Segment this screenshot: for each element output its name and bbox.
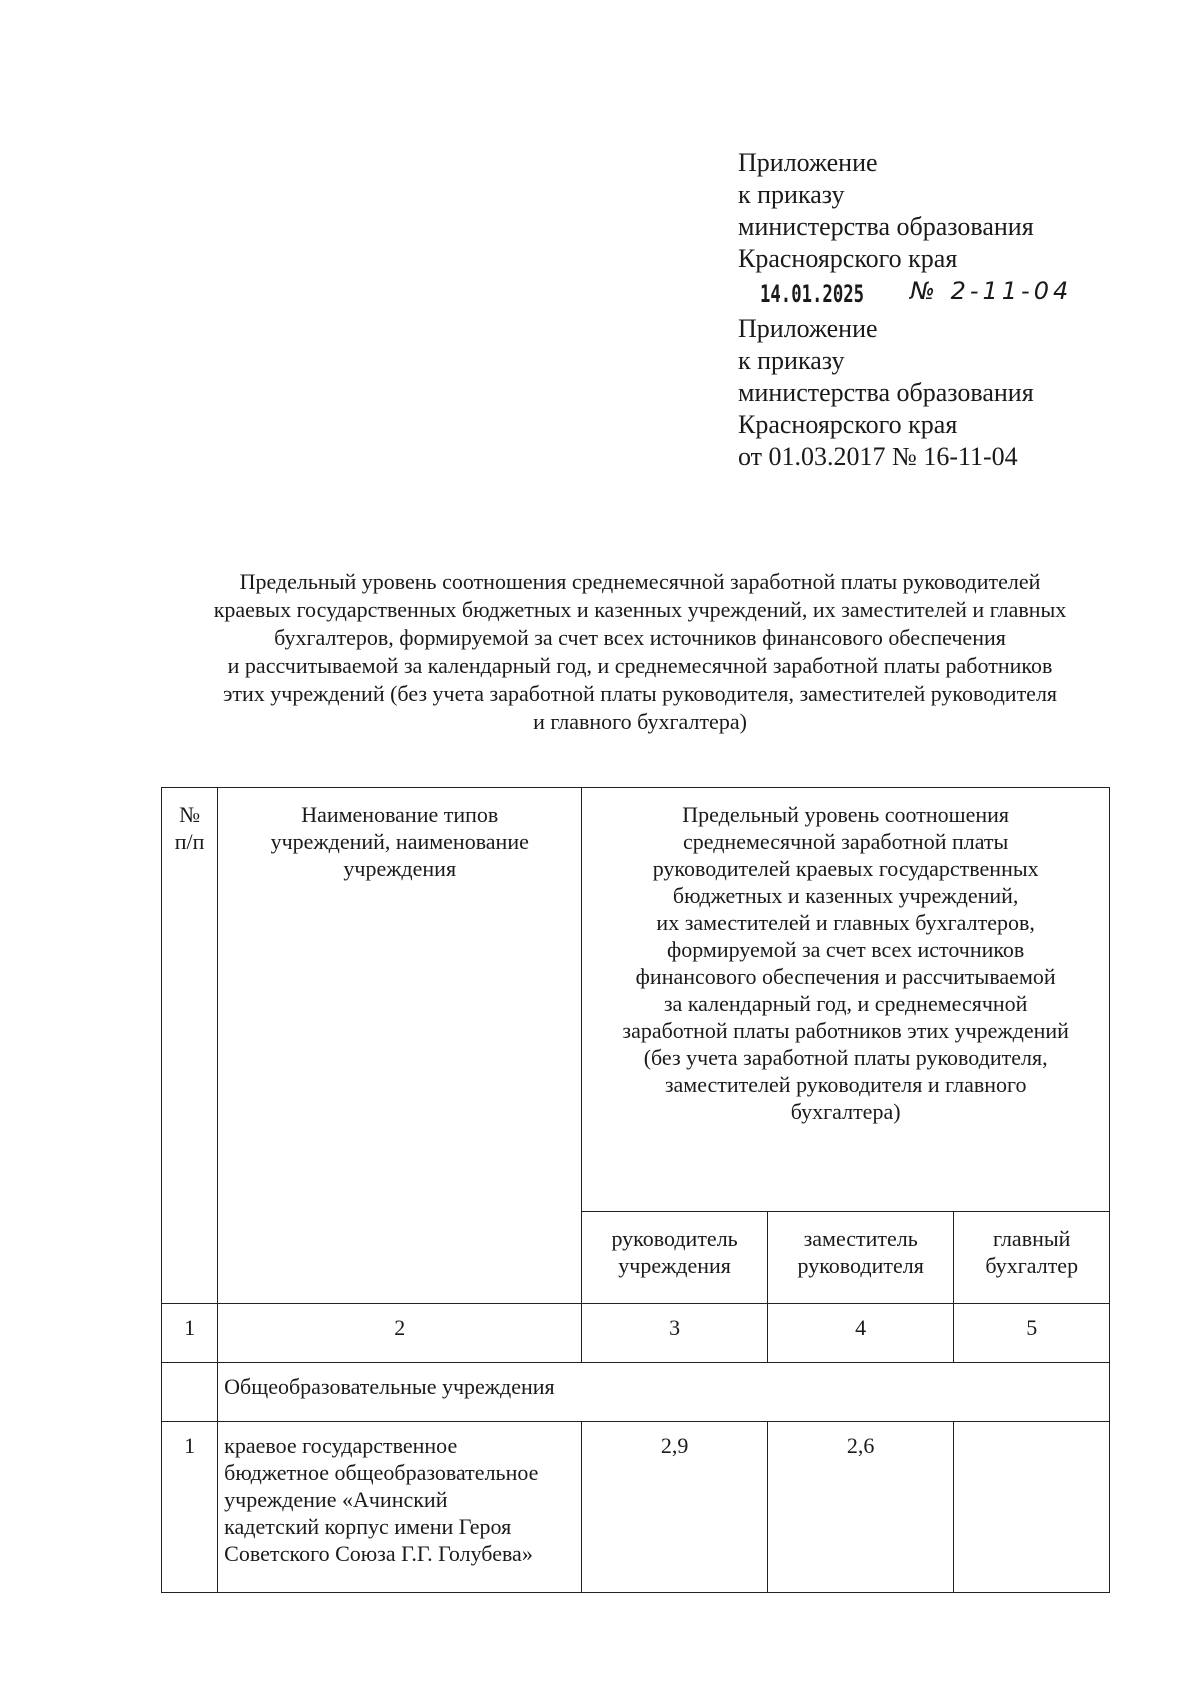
- title-line: и главного бухгалтера): [533, 709, 747, 734]
- approval-line: Приложение: [738, 314, 878, 343]
- order-date: 14.01.2025: [760, 280, 865, 308]
- header-head-cell: [582, 1212, 768, 1304]
- institution-name-line: учреждение «Ачинский: [224, 1487, 448, 1512]
- header-text: финансового обеспечения и рассчитываемой: [635, 964, 1056, 989]
- header-text: руководителей краевых государственных: [652, 856, 1039, 881]
- document-title: [150, 568, 1130, 736]
- header-text: бюджетных и казенных учреждений,: [672, 883, 1019, 908]
- order-number: № 2-11-04: [910, 277, 1073, 305]
- approval-line: от 01.03.2017 № 16-11-04: [738, 442, 1018, 471]
- header-deputy-cell: [767, 1212, 954, 1304]
- header-text: (без учета заработной платы руководителя,: [643, 1045, 1048, 1070]
- institution-name-line: кадетский корпус имени Героя: [224, 1514, 512, 1539]
- header-text: их заместителей и главных бухгалтеров,: [656, 910, 1035, 935]
- header-text: заработной платы работников этих учреждений: [622, 1018, 1069, 1043]
- approval-line: Красноярского края: [738, 244, 958, 273]
- title-line: и рассчитываемой за календарный год, и среднемесячной заработной платы работников: [227, 653, 1053, 678]
- column-number: 4: [767, 1304, 954, 1363]
- header-text: учреждения: [343, 856, 457, 881]
- section-row: [162, 1363, 1110, 1422]
- approval-line: к приказу: [738, 346, 845, 375]
- header-text: №: [179, 802, 201, 827]
- approval-line: министерства образования: [738, 212, 1034, 241]
- header-accountant-cell: [954, 1212, 1110, 1304]
- column-number-row: [162, 1304, 1110, 1363]
- header-text: формируемой за счет всех источников: [666, 937, 1025, 962]
- approval-line: министерства образования: [738, 378, 1034, 407]
- header-text: учреждения: [618, 1253, 731, 1278]
- column-number: 3: [582, 1304, 768, 1363]
- deputy-ratio: 2,6: [767, 1422, 954, 1593]
- approval-line: Приложение: [738, 148, 878, 177]
- head-ratio: 2,9: [582, 1422, 768, 1593]
- institution-name-line: Советского Союза Г.Г. Голубева»: [224, 1541, 533, 1566]
- order-date-number: [738, 275, 1158, 313]
- header-text: руководитель: [611, 1226, 738, 1251]
- previous-approval: [738, 313, 1158, 473]
- table-row: [162, 1422, 1110, 1593]
- header-text: Наименование типов: [301, 802, 499, 827]
- header-name-cell: [218, 788, 582, 1304]
- title-line: краевых государственных бюджетных и казенных учреждений, их заместителей и главных: [213, 597, 1067, 622]
- row-number: 1: [162, 1422, 218, 1593]
- approval-stamp-block: [738, 147, 1158, 473]
- institution-name-cell: [218, 1422, 582, 1593]
- approval-line: Красноярского края: [738, 410, 958, 439]
- header-text: учреждений, наименование: [270, 829, 529, 854]
- section-empty-cell: [162, 1363, 218, 1422]
- column-number: 1: [162, 1304, 218, 1363]
- header-number-cell: [162, 788, 218, 1304]
- header-text: п/п: [174, 829, 205, 854]
- header-text: бухгалтер: [985, 1253, 1079, 1278]
- institution-name-line: краевое государственное: [224, 1433, 458, 1458]
- title-line: этих учреждений (без учета заработной платы руководителя, заместителей руководителя: [222, 681, 1058, 706]
- header-group-cell: [582, 788, 1110, 1212]
- accountant-ratio: [954, 1422, 1110, 1593]
- column-number: 2: [218, 1304, 582, 1363]
- header-text: среднемесячной заработной платы: [682, 829, 1009, 854]
- header-text: бухгалтера): [790, 1099, 901, 1124]
- header-text: руководителя: [797, 1253, 924, 1278]
- title-line: Предельный уровень соотношения среднемесячной заработной платы руководителей: [239, 569, 1041, 594]
- ratio-table: [161, 787, 1110, 1593]
- section-title: Общеобразовательные учреждения: [218, 1363, 1110, 1422]
- column-number: 5: [954, 1304, 1110, 1363]
- header-text: Предельный уровень соотношения: [682, 802, 1010, 827]
- institution-name-line: бюджетное общеобразовательное: [224, 1460, 539, 1485]
- header-text: заместителей руководителя и главного: [664, 1072, 1027, 1097]
- approval-line: к приказу: [738, 180, 845, 209]
- title-line: бухгалтеров, формируемой за счет всех источников финансового обеспечения: [274, 625, 1006, 650]
- table-header-row: [162, 788, 1110, 1212]
- header-text: заместитель: [803, 1226, 918, 1251]
- header-text: главный: [993, 1226, 1071, 1251]
- header-text: за календарный год, и среднемесячной: [663, 991, 1028, 1016]
